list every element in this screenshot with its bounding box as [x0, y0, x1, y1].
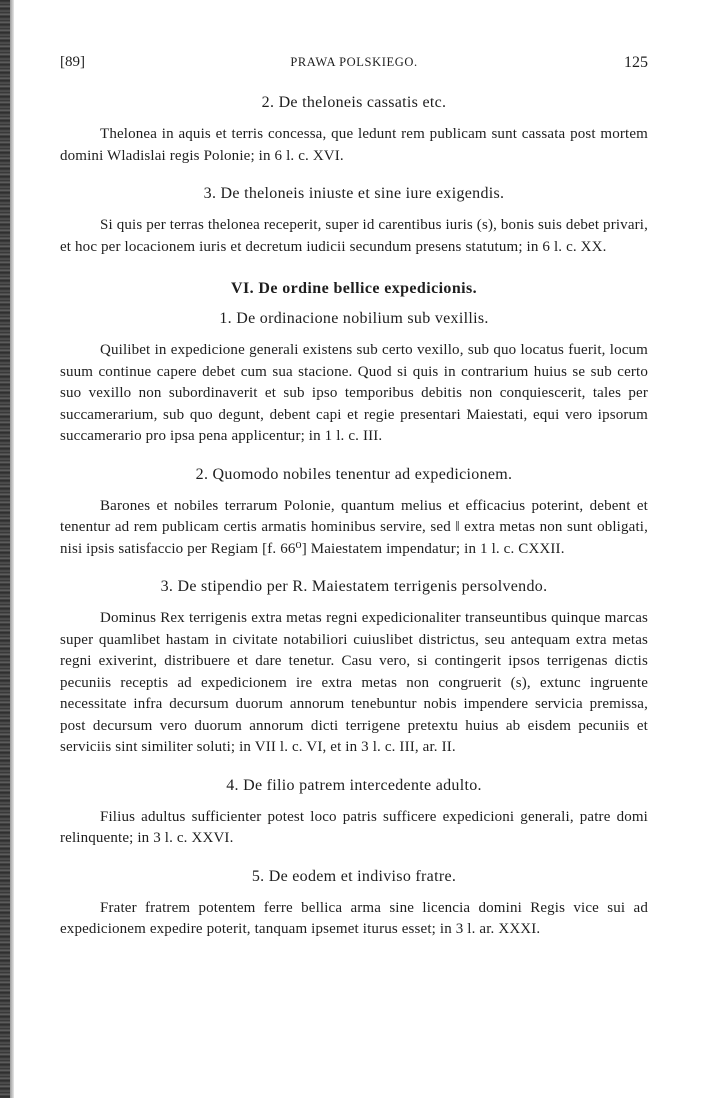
section-paragraph: Barones et nobiles terrarum Polonie, quantum melius et efficacius poterint, debent et tenentur ad rem publicam certis armatis hominibus servire, sed ‖ extra metas non sunt obligati, nisi ipsis satisfaccio per Regiam [f. 66⁰] Maiestatem impendatur; in 1 l. c. CXXII. [60, 497, 648, 557]
section-heading: 5. De eodem et indiviso fratre. [251, 867, 457, 885]
section-heading: 3. De theloneis iniuste et sine iure exigendis. [203, 185, 505, 202]
section-paragraph: Quilibet in expedicione generali existens sub certo vexillo, sub quo locatus fuerit, locum suum continue capere debet cum sua stacione. Quod si quis in contrarium huius se sub certo suo vexillo non subordinaverit et sub ipso temporibus debitis non conquiescerit, tales per succamerarium, sub quo degunt, debent capi et regie presentari Maiestati, equi vero ipsorum succamerario pro ipsa pena applicentur; in 1 l. c. III. [60, 342, 648, 444]
document-page [60, 52, 648, 941]
section-paragraph: Dominus Rex terrigenis extra metas regni expedicionaliter transeuntibus quinque marcas super quamlibet hastam in civitate notabiliori cuiuslibet districtus, seu antequam extra metas regni exiverint, distribuere et dare tenetur. Casu vero, si contingerit ipsos terrigenas dictis pecuniis receptis ad expedicionem ire extra metas non congruerit (s), extunc ingruente necessitate infra decursum duorum annorum tenebuntur nobis impendere servicia premissa, post decursum vero duorum annorum dicti terrigene pretextu huius ab eisdem pecuniis et serviciis sint similiter soluti; in VII l. c. VI, et in 3 l. c. III, ar. II. [60, 610, 648, 755]
running-header [60, 52, 648, 76]
section-heading: 4. De filio patrem intercedente adulto. [226, 776, 482, 794]
body-text [60, 94, 648, 941]
section-heading: 3. De stipendio per R. Maiestatem terrigenis persolvendo. [160, 578, 548, 595]
section-heading: 1. De ordinacione nobilium sub vexillis. [219, 310, 489, 327]
section-paragraph: Thelonea in aquis et terris concessa, que ledunt rem publicam sunt cassata post mortem domini Wladislai regis Polonie; in 6 l. c. XVI. [60, 126, 648, 164]
section-paragraph: Frater fratrem potentem ferre bellica arma sine licencia domini Regis vice sui ad expedicionem expedire poterit, tanquam ipsemet iturus esset; in 3 l. ar. XXXI. [60, 899, 648, 937]
running-title: PRAWA POLSKIEGO. [290, 55, 418, 69]
section-heading: 2. Quomodo nobiles tenentur ad expedicionem. [195, 465, 513, 483]
chapter-heading: VI. De ordine bellice expedicionis. [231, 280, 477, 297]
scan-binding-edge [0, 0, 10, 1098]
section-paragraph: Si quis per terras thelonea receperit, super id carentibus iuris (s), bonis suis debet privari, et hoc per locacionem iuris et decretum iudicii secundum presens statutum; in 6 l. c. XX. [60, 217, 648, 255]
folio-reference: [89] [60, 54, 85, 70]
scan-binding-shadow [10, 0, 14, 1098]
page-number: 125 [624, 54, 648, 71]
section-heading: 2. De theloneis cassatis etc. [261, 94, 447, 111]
section-paragraph: Filius adultus sufficienter potest loco patris sufficere expedicioni generali, patre domi relinquente; in 3 l. c. XXVI. [60, 808, 648, 846]
